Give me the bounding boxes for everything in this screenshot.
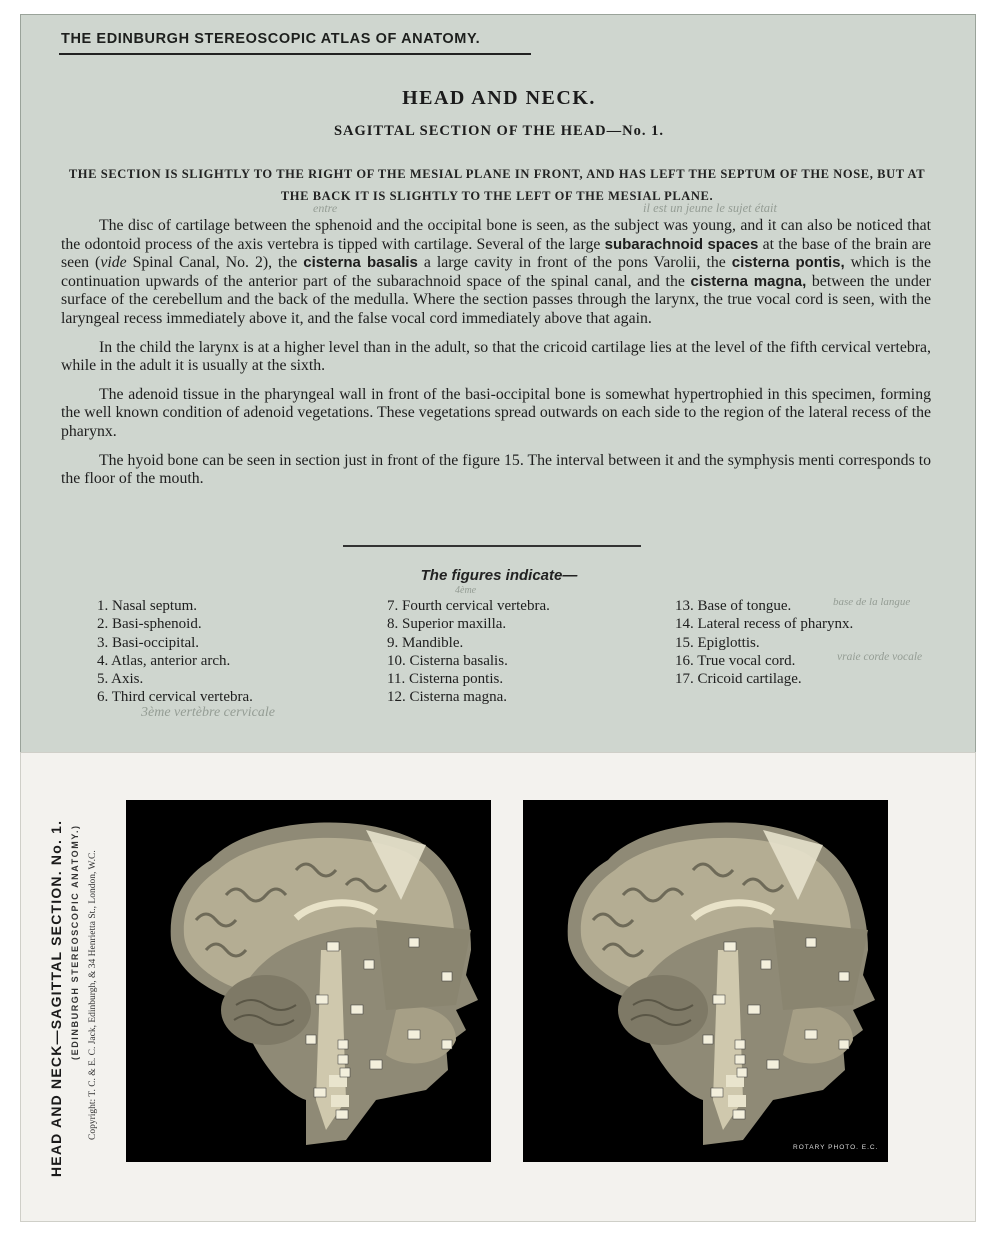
list-item: 17. Cricoid cartilage. (675, 671, 802, 688)
stereo-photo-right (523, 800, 888, 1162)
paragraph-4: The hyoid bone can be seen in section just in front of the figure 15. The interval between it and the symphysis menti corresponds to the floor of the mouth. (61, 451, 931, 488)
list-item: 1. Nasal septum. (97, 598, 197, 614)
section-note: THE SECTION IS SLIGHTLY TO THE RIGHT OF THE MESIAL PLANE IN FRONT, AND HAS LEFT THE SEPTUM OF THE NOSE, BUT AT THE BACK IT IS SLIGHTLY TO THE LEFT OF THE MESIAL PLANE. (68, 167, 926, 203)
figure-list-col3 (675, 597, 853, 688)
paragraph-3: The adenoid tissue in the pharyngeal wall in front of the basi-occipital bone is somewhat hypertrophied in this specimen, forming the well known condition of adenoid vegetations. These vegetations spread outwards on each side to the region of the lateral recess of the pharynx. (61, 385, 931, 440)
figure-list-col2 (387, 597, 550, 707)
pencil-note-vertebre: 3ème vertèbre cervicale (141, 705, 275, 720)
rotary-photo-credit: ROTARY PHOTO. E.C. (793, 1144, 879, 1151)
paragraph-1: The disc of cartilage between the sphenoid and the occipital bone is seen, as the subject was young, and it can also be noticed that the odontoid process of the axis vertebra is tipped with cartilage. Several of the large subarachnoid spaces at the base of the brain are seen (vide Spinal Canal, No. 2), the cisterna basalis a large cavity in front of the pons Varolii, the cisterna pontis, which is the continuation upwards of the anterior part of the subarachnoid space of the spinal canal, and the cisterna magna, between the under surface of the cerebellum and the back of the medulla. Where the section passes through the larynx, the true vocal cord is seen, with the laryngeal recess immediately above it, and the false vocal cord immediately above that again. (61, 217, 932, 327)
page-subtitle: SAGITTAL SECTION OF THE HEAD—No. 1. (333, 123, 665, 139)
pencil-note-langue: base de la langue (833, 596, 911, 608)
list-item: 8. Superior maxilla. (387, 616, 507, 633)
card-side-copyright: Copyright: T. C. & E. C. Jack, Edinburgh, & 34 Henrietta St., London, W.C. (88, 850, 98, 1140)
list-item: 16. True vocal cord. (675, 652, 796, 669)
list-item: 9. Mandible. (387, 634, 464, 651)
list-item: 12. Cisterna magna. (387, 689, 507, 706)
divider (343, 545, 641, 547)
figure-list-col1 (97, 597, 253, 707)
figures-heading: The figures indicate— (420, 567, 578, 584)
series-title: THE EDINBURGH STEREOSCOPIC ATLAS OF ANATOMY. (61, 31, 481, 47)
list-item: 2. Basi-sphenoid. (97, 616, 202, 633)
sagittal-section-image-left (126, 800, 491, 1162)
list-item: 7. Fourth cervical vertebra. (387, 598, 550, 614)
pencil-note-corde: vraie corde vocale (837, 651, 923, 663)
pencil-note-jeune: il est un jeune le sujet était (643, 201, 777, 215)
page-title: HEAD AND NECK. (402, 87, 596, 109)
series-underline (59, 53, 531, 55)
paragraph-2: In the child the larynx is at a higher level than in the adult, so that the cricoid cartilage lies at the level of the fifth cervical vertebra, while in the adult it is usually at the sixth. (61, 338, 931, 375)
list-item: 14. Lateral recess of pharynx. (675, 616, 854, 633)
stereo-photo-left (126, 800, 491, 1162)
list-item: 13. Base of tongue. (675, 598, 792, 614)
list-item: 11. Cisterna pontis. (387, 671, 504, 688)
pencil-note-quatre: 4ème (455, 585, 477, 596)
pencil-note-entre: entre (313, 201, 338, 215)
list-item: 5. Axis. (97, 671, 144, 688)
list-item: 15. Epiglottis. (675, 634, 760, 651)
card-side-title: HEAD AND NECK—SAGITTAL SECTION. No. 1. (48, 819, 64, 1177)
list-item: 6. Third cervical vertebra. (97, 689, 253, 706)
sagittal-section-image-right (523, 800, 888, 1162)
description-card (20, 14, 976, 754)
list-item: 10. Cisterna basalis. (387, 652, 508, 669)
card-side-series: (EDINBURGH STEREOSCOPIC ANATOMY.) (70, 824, 80, 1060)
list-item: 4. Atlas, anterior arch. (97, 652, 231, 669)
list-item: 3. Basi-occipital. (97, 634, 200, 651)
description-text (61, 217, 931, 499)
